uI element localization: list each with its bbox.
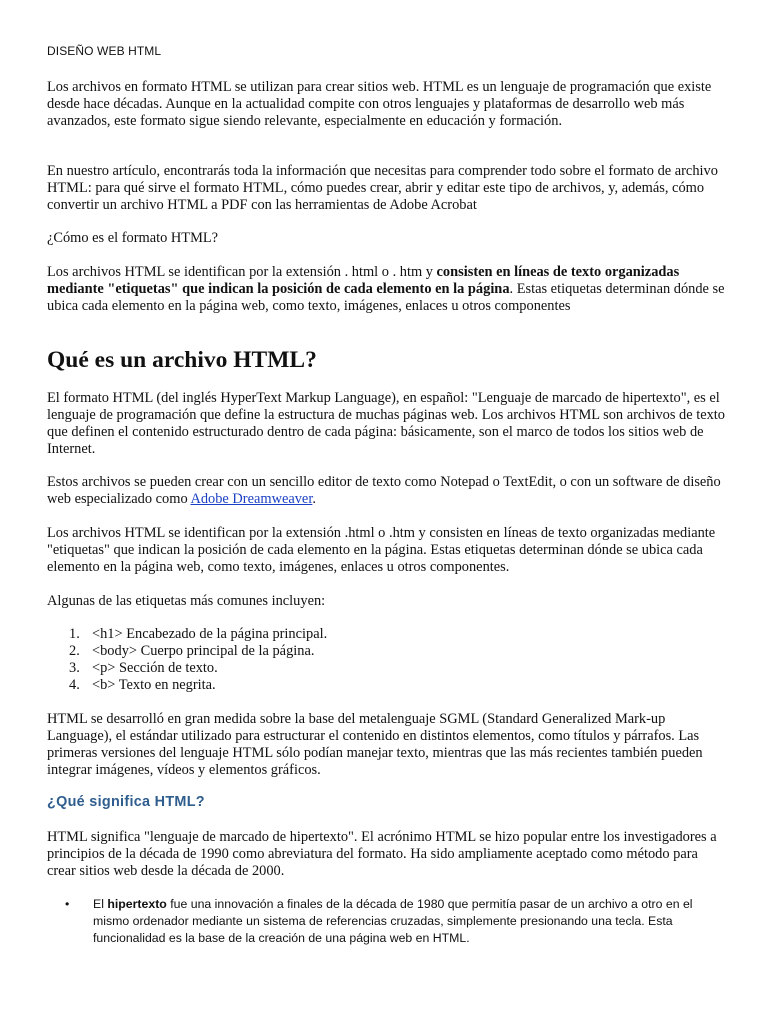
article-overview-paragraph: En nuestro artículo, encontrarás toda la información que necesitas para comprender todo sobre el formato de archivo HTML: para qué sirve el formato HTML, cómo puedes crear, abrir y editar este tipo de archivos, y, además, cómo convertir un archivo HTML a PDF con las herramientas de Adobe Acrobat bbox=[47, 163, 718, 213]
creation-text-start: Estos archivos se pueden crear con un sencillo editor de texto como Notepad o TextEdit, o con un software de diseño web especializado como bbox=[47, 474, 721, 507]
extension-detail-paragraph: Los archivos HTML se identifican por la extensión .html o .htm y consisten en líneas de texto organizadas mediante "etiquetas" que indican la posición de cada elemento en la página. Estas etiquetas determinan dónde se ubica cada elemento en la página web, como texto, imágenes, enlaces u otros componentes. bbox=[47, 525, 716, 575]
list-item-text: <b> Texto en negrita. bbox=[92, 677, 216, 693]
definition-paragraph: El formato HTML (del inglés HyperText Markup Language), en español: "Lenguaje de marcado de hipertexto", es el lenguaje de programación que define la estructura de muchas páginas web. Los archivos HTML son archivos de texto que definen el contenido estructurado dentro de cada página: básicamente, son el marco de todos los sitios web de Internet. bbox=[47, 390, 725, 457]
creation-text-end: . bbox=[312, 491, 316, 507]
list-item bbox=[47, 677, 727, 694]
bullet-text bbox=[93, 896, 725, 947]
list-number: 3. bbox=[69, 660, 80, 676]
list-item-text: <h1> Encabezado de la página principal. bbox=[92, 626, 328, 642]
extension-text-start: Los archivos HTML se identifican por la extensión . html o . htm y bbox=[47, 264, 437, 280]
list-item bbox=[47, 643, 727, 660]
list-item-text: <body> Cuerpo principal de la página. bbox=[92, 643, 315, 659]
list-number: 4. bbox=[69, 677, 80, 693]
intro-paragraph: Los archivos en formato HTML se utilizan para crear sitios web. HTML es un lenguaje de programación que existe desde hace décadas. Aunque en la actualidad compite con otros lenguajes y plataformas de desarrollo web más avanzados, este formato sigue siendo relevante, especialmente en educación y formación. bbox=[47, 79, 712, 129]
format-question: ¿Cómo es el formato HTML? bbox=[47, 230, 219, 246]
list-item bbox=[47, 626, 727, 643]
tags-intro: Algunas de las etiquetas más comunes incluyen: bbox=[47, 593, 326, 609]
bullet-icon: • bbox=[65, 897, 70, 911]
bullet-bold-text: hipertexto bbox=[107, 897, 167, 911]
bullet-text-start: El bbox=[93, 897, 108, 911]
adobe-dreamweaver-link[interactable]: Adobe Dreamweaver bbox=[190, 491, 313, 507]
list-number: 1. bbox=[69, 626, 80, 642]
document-title: DISEÑO WEB HTML bbox=[47, 44, 162, 58]
tags-list bbox=[47, 626, 727, 694]
section-heading: Qué es un archivo HTML? bbox=[47, 347, 317, 373]
extension-text-end: . Estas etiquetas determinan dónde se ubica cada elemento en la página web, como texto, imágenes, enlaces u otros componentes bbox=[47, 281, 725, 314]
bullet-item bbox=[65, 896, 725, 947]
list-number: 2. bbox=[69, 643, 80, 659]
list-item-text: <p> Sección de texto. bbox=[92, 660, 218, 676]
list-item bbox=[47, 660, 727, 677]
meaning-paragraph: HTML significa "lenguaje de marcado de hipertexto". El acrónimo HTML se hizo popular entre los investigadores a principios de la década de 1990 como abreviatura del formato. Ha sido ampliamente aceptado como método para crear sitios web desde la década de 2000. bbox=[47, 829, 717, 879]
bullet-text-end: fue una innovación a finales de la década de 1980 que permitía pasar de un archivo a otro en el mismo ordenador mediante un sistema de referencias cruzadas, simplemente presionando una tecla. Esta funcionalidad es la base de la creación de una página web en HTML. bbox=[93, 897, 693, 945]
extension-bold-text: consisten en líneas de texto organizadas mediante "etiquetas" que indican la posición de cada elemento en la página bbox=[47, 264, 680, 297]
extension-paragraph bbox=[47, 264, 727, 315]
history-paragraph: HTML se desarrolló en gran medida sobre la base del metalenguaje SGML (Standard Generalized Mark-up Language), el estándar utilizado para estructurar el contenido en distintos elementos, como títulos y párrafos. Las primeras versiones del lenguaje HTML sólo podían manejar texto, mientras que las más recientes también pueden integrar imágenes, vídeos y elementos gráficos. bbox=[47, 711, 703, 778]
creation-paragraph bbox=[47, 474, 727, 508]
subsection-heading: ¿Qué significa HTML? bbox=[47, 794, 205, 810]
